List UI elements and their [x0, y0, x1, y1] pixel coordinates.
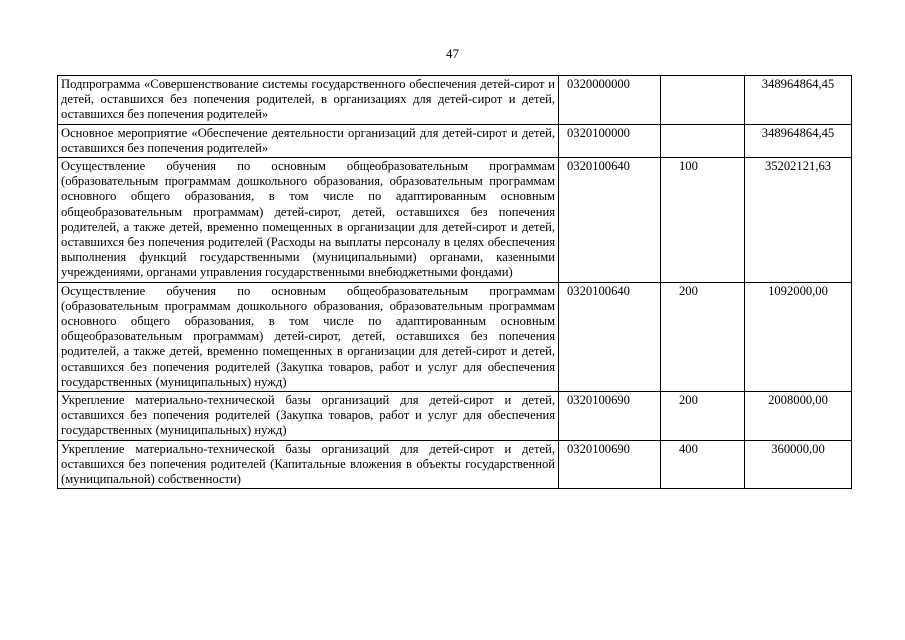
expense-type-cell	[661, 124, 745, 157]
program-name-cell: Осуществление обучения по основным общеобразовательным программам (образовательным программам дошкольного образования, образовательным программам основного общего образования, в том числе по адаптированным основным общеобразовательным программам) детей-сирот, детей, оставшихся без попечения родителей, а также детей, временно помещенных в организации для детей-сирот и детей, оставшихся без попечения родителей (Расходы на выплаты персоналу в целях обеспечения выполнения функций государственными (муниципальными) органами, казенными учреждениями, органами управления государственными внебюджетными фондами)	[58, 158, 559, 283]
target-code-cell: 0320100640	[559, 282, 661, 391]
program-name-cell: Укрепление материально-технической базы организаций для детей-сирот и детей, оставшихся без попечения родителей (Капитальные вложения в объекты государственной (муниципальной) собственности)	[58, 440, 559, 489]
table-row	[58, 158, 852, 283]
target-code-cell: 0320100690	[559, 440, 661, 489]
table-row	[58, 282, 852, 391]
page-number: 47	[446, 46, 459, 61]
program-name-cell: Осуществление обучения по основным общеобразовательным программам (образовательным программам дошкольного образования, образовательным программам основного общего образования, в том числе по адаптированным основным общеобразовательным программам) детей-сирот, детей, оставшихся без попечения родителей, а также детей, временно помещенных в организации для детей-сирот и детей, оставшихся без попечения родителей (Закупка товаров, работ и услуг для обеспечения государственных (муниципальных) нужд)	[58, 282, 559, 391]
table-row	[58, 124, 852, 157]
budget-table	[57, 75, 852, 489]
expense-type-cell: 200	[661, 282, 745, 391]
table-row	[58, 76, 852, 125]
amount-cell: 2008000,00	[745, 392, 852, 441]
target-code-cell: 0320100690	[559, 392, 661, 441]
amount-cell: 348964864,45	[745, 76, 852, 125]
table-row	[58, 392, 852, 441]
target-code-cell: 0320000000	[559, 76, 661, 125]
amount-cell: 35202121,63	[745, 158, 852, 283]
expense-type-cell: 400	[661, 440, 745, 489]
program-name-cell: Укрепление материально-технической базы организаций для детей-сирот и детей, оставшихся без попечения родителей (Закупка товаров, работ и услуг для обеспечения государственных (муниципальных) нужд)	[58, 392, 559, 441]
expense-type-cell: 100	[661, 158, 745, 283]
program-name-cell: Подпрограмма «Совершенствование системы государственного обеспечения детей-сирот и детей, оставшихся без попечения родителей, в организациях для детей-сирот и детей, оставшихся без попечения родителей»	[58, 76, 559, 125]
expense-type-cell: 200	[661, 392, 745, 441]
program-name-cell: Основное мероприятие «Обеспечение деятельности организаций для детей-сирот и детей, оставшихся без попечения родителей»	[58, 124, 559, 157]
table-row	[58, 440, 852, 489]
target-code-cell: 0320100640	[559, 158, 661, 283]
amount-cell: 360000,00	[745, 440, 852, 489]
amount-cell: 348964864,45	[745, 124, 852, 157]
expense-type-cell	[661, 76, 745, 125]
target-code-cell: 0320100000	[559, 124, 661, 157]
amount-cell: 1092000,00	[745, 282, 852, 391]
